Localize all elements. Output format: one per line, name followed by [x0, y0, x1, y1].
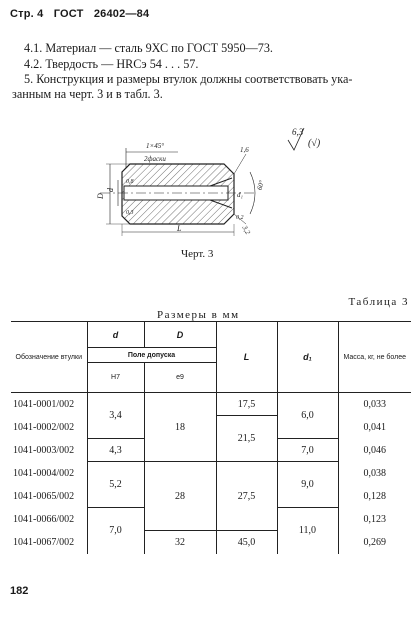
header-d1: d₁	[277, 322, 338, 393]
dimension-0-3: 0,3	[126, 210, 134, 216]
table-title: Размеры в мм	[157, 309, 240, 321]
row-mass: 0,041	[338, 416, 411, 439]
paragraph-construction-cont: занным на черт. 3 и в табл. 3.	[12, 87, 163, 101]
dimension-L: L	[177, 224, 182, 233]
row-code: 1041-0066/002	[11, 508, 87, 531]
sizes-table	[11, 321, 411, 554]
cell-d1: 11,0	[277, 508, 338, 554]
row-code: 1041-0001/002	[11, 393, 87, 416]
dimension-D: D	[96, 193, 105, 199]
cell-d1: 6,0	[277, 393, 338, 439]
cell-d: 7,0	[87, 508, 144, 554]
cell-L: 17,5	[216, 393, 277, 416]
header-D: D	[144, 322, 216, 348]
header-d: d	[87, 322, 144, 348]
cell-L: 27,5	[216, 462, 277, 531]
table-number: Таблица 3	[348, 296, 409, 308]
chamfer-note: 2фаски	[144, 155, 166, 163]
header-tolerance: Поле допуска	[87, 348, 216, 363]
table-row	[11, 462, 411, 485]
row-code: 1041-0003/002	[11, 439, 87, 462]
angle-60: 60°	[255, 179, 266, 191]
row-mass: 0,046	[338, 439, 411, 462]
table-row	[11, 393, 411, 416]
header-d-tol: H7	[87, 363, 144, 393]
row-code: 1041-0004/002	[11, 462, 87, 485]
cell-d1: 7,0	[277, 439, 338, 462]
paragraph-hardness: 4.2. Твердость — HRCэ 54 . . . 57.	[24, 57, 199, 71]
row-code: 1041-0067/002	[11, 531, 87, 554]
dimension-0-8: 0,8	[126, 179, 134, 185]
cell-D: 18	[144, 393, 216, 462]
page-label: Стр. 4	[10, 8, 44, 20]
cell-D: 28	[144, 462, 216, 531]
cell-L: 45,0	[216, 531, 277, 554]
cell-d: 5,2	[87, 462, 144, 508]
standard-number: 26402—84	[93, 8, 150, 20]
drawing-caption: Черт. 3	[181, 248, 214, 260]
cell-d1: 9,0	[277, 462, 338, 508]
row-mass: 0,269	[338, 531, 411, 554]
chamfer-label: 1×45°	[146, 142, 165, 150]
header-designation: Обозначение втулки	[11, 322, 87, 393]
roughness-main: 6,3	[292, 127, 304, 137]
page-number: 182	[10, 585, 29, 597]
roughness-3-2: 3,2	[240, 224, 252, 236]
dimension-d1: d₁	[237, 191, 243, 199]
standard-label: ГОСТ	[53, 8, 84, 20]
header-L: L	[216, 322, 277, 393]
cell-d: 4,3	[87, 439, 144, 462]
header-mass: Масса, кг, не более	[338, 322, 411, 393]
row-mass: 0,038	[338, 462, 411, 485]
page-header	[10, 8, 156, 20]
roughness-check: (√)	[308, 138, 321, 149]
row-mass: 0,033	[338, 393, 411, 416]
paragraph-material: 4.1. Материал — сталь 9ХС по ГОСТ 5950—73.	[24, 41, 273, 55]
table-row	[11, 531, 411, 554]
paragraph-construction: 5. Конструкция и размеры втулок должны соответствовать ука-	[24, 72, 353, 86]
roughness-1-6: 1,6	[240, 146, 249, 154]
row-code: 1041-0002/002	[11, 416, 87, 439]
cell-D: 32	[144, 531, 216, 554]
header-D-tol: e9	[144, 363, 216, 393]
dimension-d: d	[106, 188, 115, 192]
cell-L: 21,5	[216, 416, 277, 462]
row-code: 1041-0065/002	[11, 485, 87, 508]
row-mass: 0,128	[338, 485, 411, 508]
bushing-drawing	[60, 120, 360, 240]
cell-d: 3,4	[87, 393, 144, 439]
row-mass: 0,123	[338, 508, 411, 531]
roughness-0-2: 0,2	[236, 215, 244, 221]
